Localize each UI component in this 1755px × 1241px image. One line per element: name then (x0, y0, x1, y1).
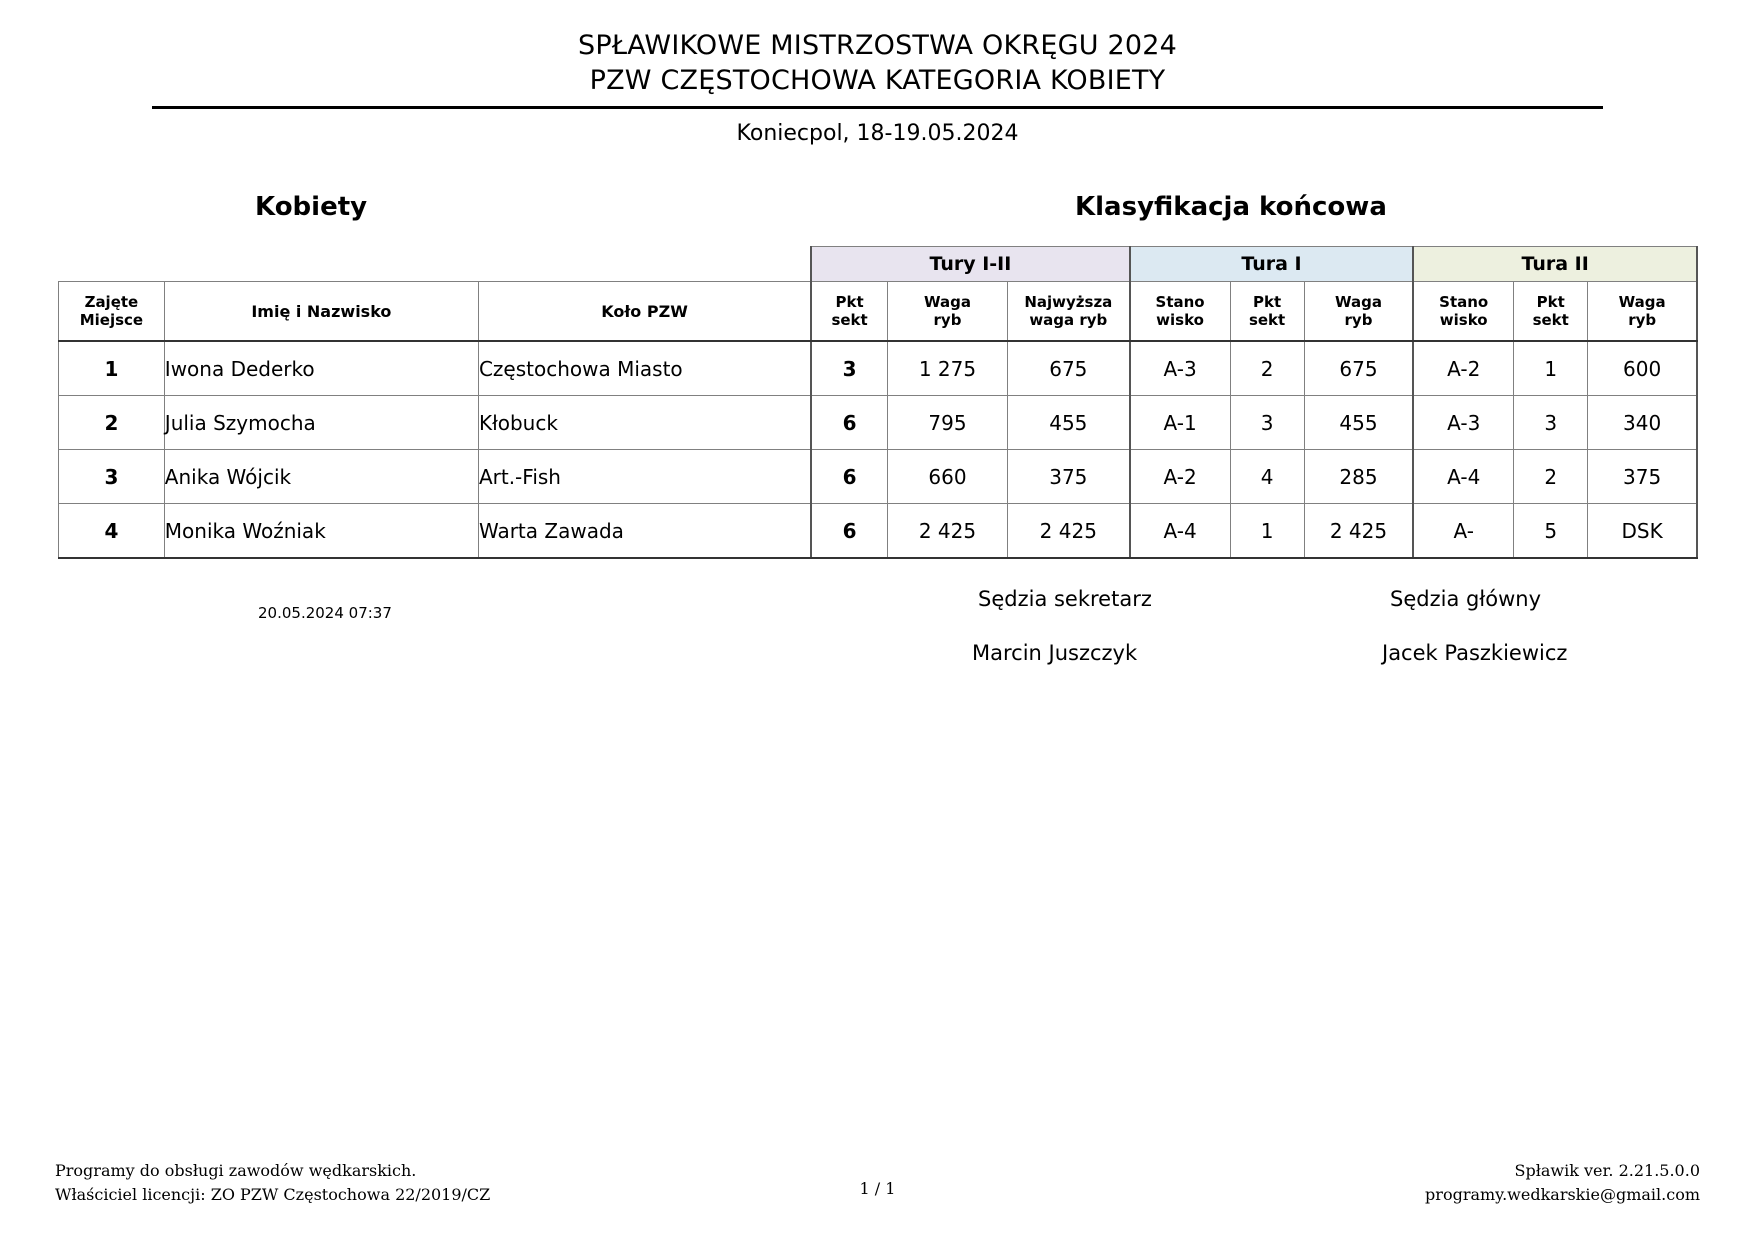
col-header-najwyzsza-waga-l1: Najwyższa (1024, 293, 1113, 312)
event-location-date: Koniecpol, 18-19.05.2024 (736, 121, 1019, 147)
group-header-tury-i-ii: Tury I-II (811, 247, 1130, 282)
col-header-t1-waga-ryb-l2: ryb (1344, 311, 1373, 330)
col-header-t1-waga-ryb-l1: Waga (1334, 293, 1382, 312)
col-header-pkt-sekt-total-l1: Pkt (835, 293, 864, 312)
col-header-t2-waga-ryb-l2: ryb (1628, 311, 1657, 330)
col-header-club: Koło PZW (478, 282, 811, 342)
col-header-pkt-sekt-total (811, 282, 887, 342)
cell-t1-waga-ryb: 2 425 (1304, 504, 1413, 559)
group-header-tura-ii: Tura II (1413, 247, 1697, 282)
col-header-t2-pkt-sekt-l2: sekt (1532, 311, 1569, 330)
col-header-t1-stanowisko-l1: Stano (1155, 293, 1205, 312)
col-header-t2-stanowisko-l1: Stano (1439, 293, 1489, 312)
group-header-row (59, 247, 1698, 282)
cell-najwyzsza-waga: 675 (1007, 341, 1129, 396)
cell-waga-ryb-total: 660 (887, 450, 1007, 504)
table-row (59, 341, 1698, 396)
footer-version: Spławik ver. 2.21.5.0.0 (1514, 1161, 1700, 1180)
main-judge-name: Jacek Paszkiewicz (1382, 641, 1568, 666)
section-captions (0, 192, 1755, 232)
classification-caption: Klasyfikacja końcowa (1075, 192, 1387, 223)
cell-t2-waga-ryb: 600 (1588, 341, 1697, 396)
footer-page-number: 1 / 1 (859, 1179, 896, 1198)
col-header-name: Imię i Nazwisko (164, 282, 478, 342)
secretary-name: Marcin Juszczyk (972, 641, 1138, 666)
cell-t1-pkt-sekt: 3 (1230, 396, 1304, 450)
col-header-t2-pkt-sekt (1514, 282, 1588, 342)
cell-pkt-sekt-total: 6 (811, 504, 887, 559)
cell-pkt-sekt-total: 3 (811, 341, 887, 396)
footer-program-line: Programy do obsługi zawodów wędkarskich. (55, 1161, 417, 1180)
cell-t2-waga-ryb: DSK (1588, 504, 1697, 559)
col-header-pkt-sekt-total-l2: sekt (831, 311, 868, 330)
cell-najwyzsza-waga: 455 (1007, 396, 1129, 450)
signatures-block (0, 559, 1755, 709)
cell-place: 3 (59, 450, 165, 504)
group-spacer (164, 247, 478, 282)
cell-t2-waga-ryb: 375 (1588, 450, 1697, 504)
cell-t1-stanowisko: A-1 (1130, 396, 1230, 450)
secretary-role: Sędzia sekretarz (978, 587, 1152, 612)
cell-t2-stanowisko: A-3 (1413, 396, 1513, 450)
col-header-t1-pkt-sekt-l1: Pkt (1253, 293, 1282, 312)
col-header-waga-ryb-total-l2: ryb (933, 311, 962, 330)
cell-najwyzsza-waga: 375 (1007, 450, 1129, 504)
main-judge-role: Sędzia główny (1390, 587, 1542, 612)
cell-t2-pkt-sekt: 2 (1514, 450, 1588, 504)
cell-name: Iwona Dederko (164, 341, 478, 396)
footer-license-line: Właściciel licencji: ZO PZW Częstochowa 22/2019/CZ (55, 1185, 491, 1204)
table-row (59, 450, 1698, 504)
cell-club: Warta Zawada (478, 504, 811, 559)
col-header-t2-waga-ryb-l1: Waga (1618, 293, 1666, 312)
cell-t2-stanowisko: A-2 (1413, 341, 1513, 396)
cell-place: 1 (59, 341, 165, 396)
cell-t1-stanowisko: A-4 (1130, 504, 1230, 559)
cell-waga-ryb-total: 1 275 (887, 341, 1007, 396)
cell-najwyzsza-waga: 2 425 (1007, 504, 1129, 559)
generated-timestamp: 20.05.2024 07:37 (258, 604, 392, 623)
cell-waga-ryb-total: 2 425 (887, 504, 1007, 559)
cell-t1-pkt-sekt: 4 (1230, 450, 1304, 504)
table-row (59, 396, 1698, 450)
cell-t1-stanowisko: A-2 (1130, 450, 1230, 504)
col-header-t2-stanowisko-l2: wisko (1439, 311, 1488, 330)
cell-waga-ryb-total: 795 (887, 396, 1007, 450)
cell-t2-pkt-sekt: 1 (1514, 341, 1588, 396)
col-header-place-l2: Miejsce (79, 311, 144, 330)
cell-club: Art.-Fish (478, 450, 811, 504)
cell-pkt-sekt-total: 6 (811, 450, 887, 504)
col-header-t1-stanowisko-l2: wisko (1156, 311, 1204, 330)
cell-t1-waga-ryb: 285 (1304, 450, 1413, 504)
col-header-place-l1: Zajęte (84, 293, 139, 312)
cell-t2-pkt-sekt: 3 (1514, 396, 1588, 450)
cell-t2-stanowisko: A- (1413, 504, 1513, 559)
cell-club: Kłobuck (478, 396, 811, 450)
col-header-najwyzsza-waga-l2: waga ryb (1029, 311, 1108, 330)
title-line-1: SPŁAWIKOWE MISTRZOSTWA OKRĘGU 2024 (578, 30, 1177, 61)
cell-t1-waga-ryb: 455 (1304, 396, 1413, 450)
group-header-tura-i: Tura I (1130, 247, 1414, 282)
cell-t2-stanowisko: A-4 (1413, 450, 1513, 504)
col-header-t2-pkt-sekt-l1: Pkt (1536, 293, 1565, 312)
cell-name: Julia Szymocha (164, 396, 478, 450)
col-header-t1-pkt-sekt-l2: sekt (1248, 311, 1286, 330)
col-header-waga-ryb-total (887, 282, 1007, 342)
col-header-t1-waga-ryb (1304, 282, 1413, 342)
results-table-wrap (58, 246, 1697, 559)
cell-pkt-sekt-total: 6 (811, 396, 887, 450)
cell-name: Anika Wójcik (164, 450, 478, 504)
document-header (0, 0, 1755, 146)
footer-right (1425, 1159, 1700, 1207)
col-header-place (59, 282, 165, 342)
col-header-t1-pkt-sekt (1230, 282, 1304, 342)
group-spacer (478, 247, 811, 282)
cell-t1-pkt-sekt: 1 (1230, 504, 1304, 559)
footer-email: programy.wedkarskie@gmail.com (1425, 1185, 1700, 1204)
cell-t2-pkt-sekt: 5 (1514, 504, 1588, 559)
column-header-row (59, 282, 1698, 342)
table-row (59, 504, 1698, 559)
cell-place: 2 (59, 396, 165, 450)
col-header-t2-stanowisko (1413, 282, 1513, 342)
col-header-najwyzsza-waga (1007, 282, 1129, 342)
results-table (58, 246, 1698, 559)
col-header-waga-ryb-total-l1: Waga (923, 293, 971, 312)
group-spacer (59, 247, 165, 282)
page-footer (0, 1159, 1755, 1219)
col-header-t1-stanowisko (1130, 282, 1230, 342)
title-line-2: PZW CZĘSTOCHOWA KATEGORIA KOBIETY (589, 65, 1166, 97)
category-caption: Kobiety (255, 192, 368, 223)
header-divider (152, 106, 1603, 109)
cell-t2-waga-ryb: 340 (1588, 396, 1697, 450)
cell-t1-stanowisko: A-3 (1130, 341, 1230, 396)
col-header-t2-waga-ryb (1588, 282, 1697, 342)
cell-name: Monika Woźniak (164, 504, 478, 559)
cell-t1-pkt-sekt: 2 (1230, 341, 1304, 396)
cell-t1-waga-ryb: 675 (1304, 341, 1413, 396)
cell-club: Częstochowa Miasto (478, 341, 811, 396)
cell-place: 4 (59, 504, 165, 559)
